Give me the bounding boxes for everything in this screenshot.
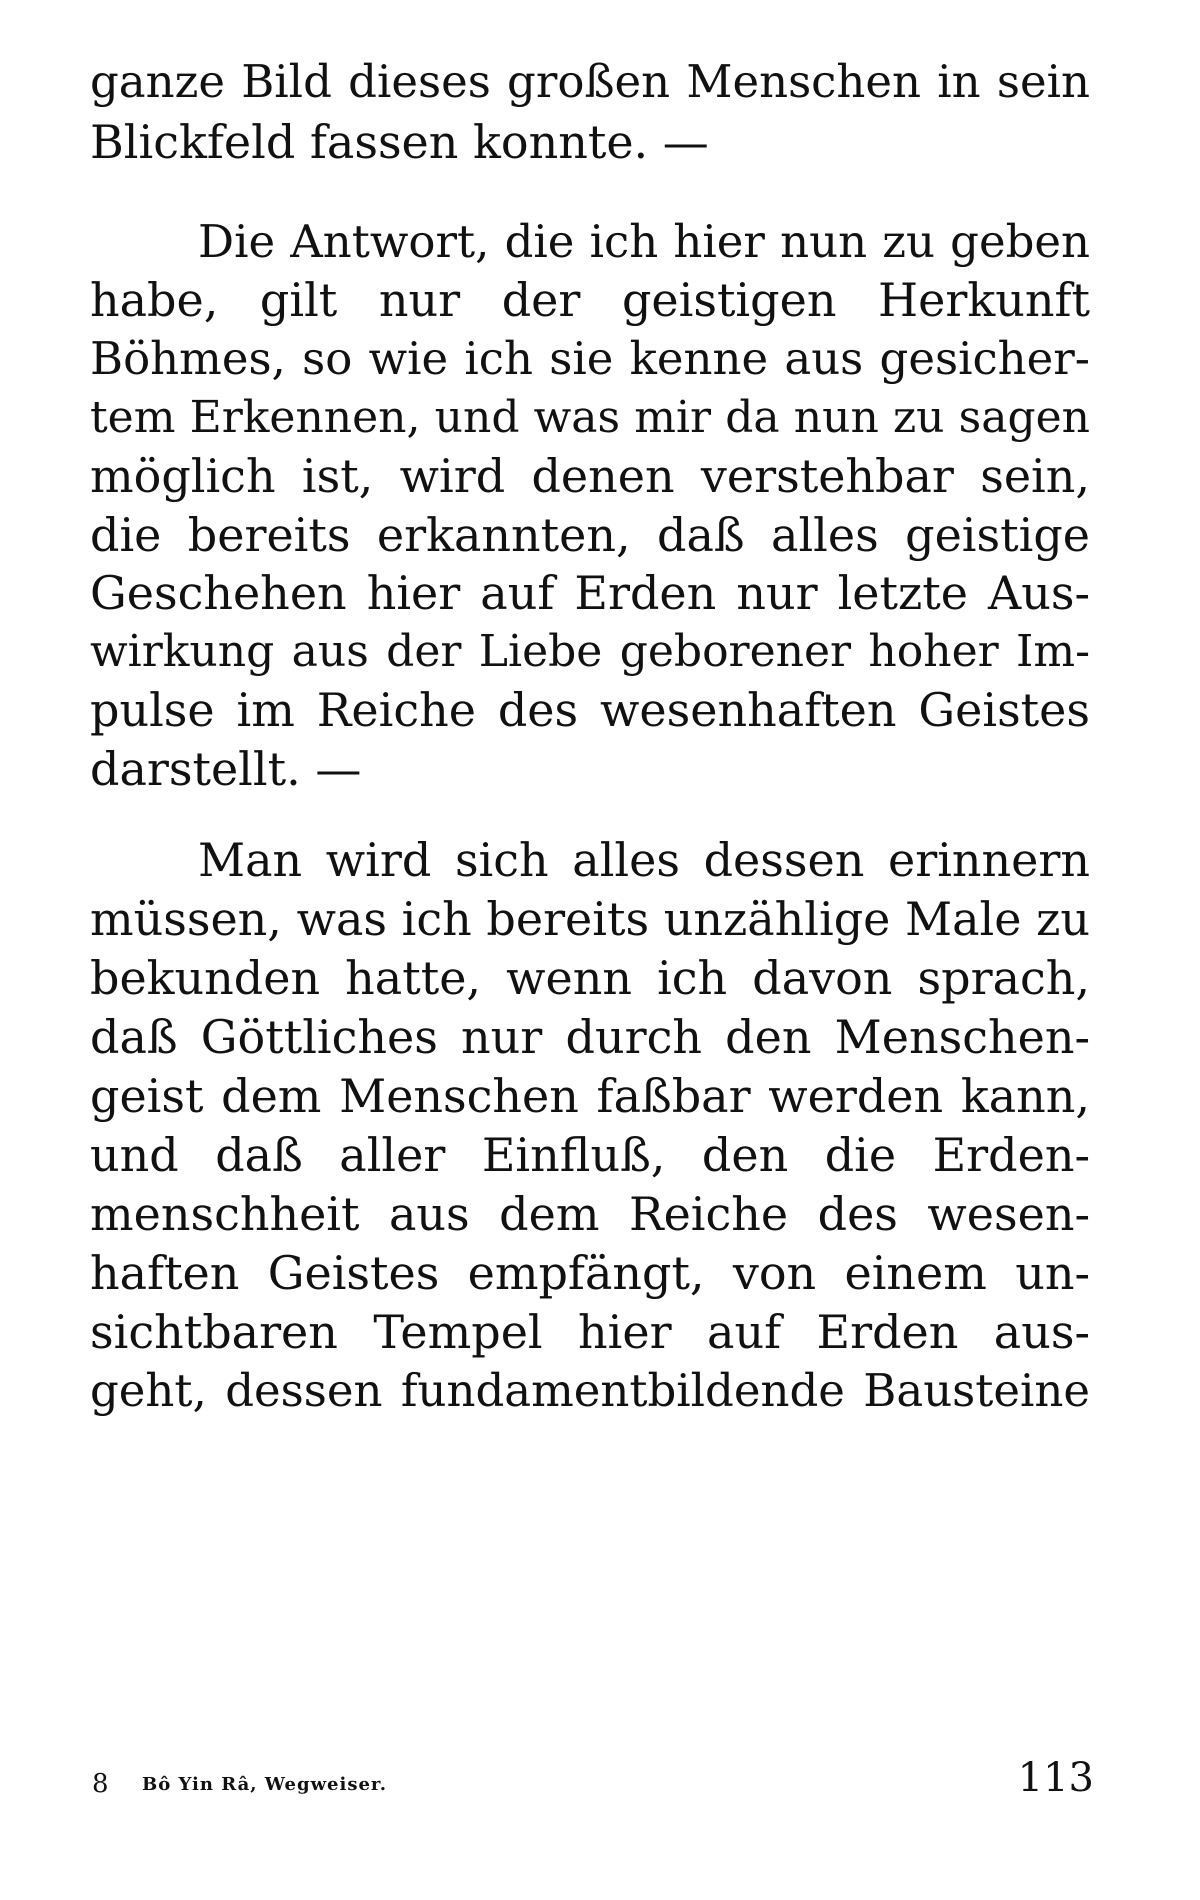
- text-line: tem Erkennen, und was mir da nun zu sagen: [90, 392, 1090, 443]
- paragraph-first-line: Man wird sich alles dessen erinnern: [198, 833, 1090, 887]
- text-line: und daß aller Einfluß, den die Erden-: [90, 1128, 1090, 1182]
- text-line: daß Göttliches nur durch den Menschen-: [90, 1010, 1090, 1064]
- printer-signature: 8: [92, 1769, 109, 1799]
- text-line: pulse im Reiche des wesenhaften Geistes: [90, 683, 1090, 737]
- page-number: 113: [1017, 1755, 1094, 1801]
- text-line: Böhmes, so wie ich sie kenne aus gesicher-: [90, 332, 1090, 385]
- paragraph-first-line: Die Antwort, die ich hier nun zu geben: [198, 215, 1090, 268]
- text-line: sichtbaren Tempel hier auf Erden aus-: [90, 1305, 1090, 1359]
- text-line: ganze Bild dieses großen Menschen in sein: [90, 55, 1090, 108]
- text-line: die bereits erkannten, daß alles geistige: [90, 508, 1090, 562]
- text-line: geist dem Menschen faßbar werden kann,: [90, 1069, 1090, 1123]
- text-line: möglich ist, wird denen verstehbar sein,: [90, 449, 1090, 503]
- text-line: Blickfeld fassen konnte. —: [90, 115, 709, 169]
- text-line: bekunden hatte, wenn ich davon sprach,: [90, 951, 1090, 1005]
- text-line: Geschehen hier auf Erden nur letzte Aus-: [90, 566, 1090, 620]
- text-line: müssen, was ich bereits unzählige Male zu: [90, 892, 1090, 946]
- text-line: menschheit aus dem Reiche des wesen-: [90, 1187, 1090, 1241]
- text-line: habe, gilt nur der geistigen Herkunft: [90, 273, 1090, 327]
- text-line: haften Geistes empfängt, von einem un-: [90, 1246, 1090, 1300]
- running-footer-title: Bô Yin Râ, Wegweiser.: [142, 1774, 388, 1795]
- text-line: wirkung aus der Liebe geborener hoher Im-: [90, 626, 1090, 677]
- text-line: geht, dessen fundamentbildende Bausteine: [90, 1364, 1090, 1417]
- text-line: darstellt. —: [90, 742, 362, 796]
